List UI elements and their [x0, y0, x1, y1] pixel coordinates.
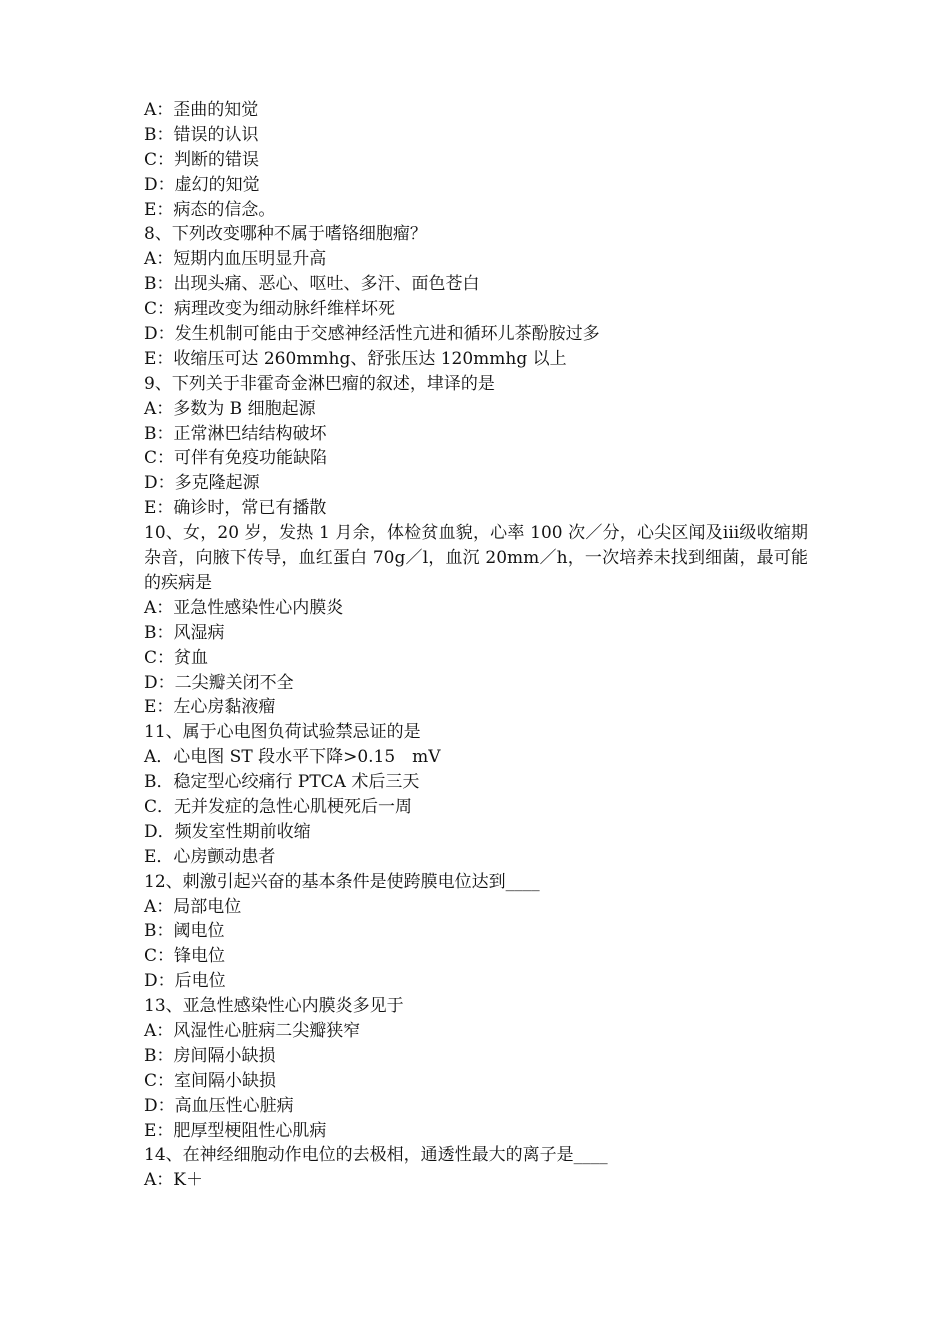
document-page: [144, 98, 808, 1193]
text-line: C：判断的错误: [144, 149, 260, 170]
text-line: A：亚急性感染性心内膜炎: [144, 597, 344, 618]
text-line: C：贫血: [144, 647, 209, 668]
text-line: E：左心房黏液瘤: [144, 697, 276, 718]
text-line: C：室间隔小缺损: [144, 1070, 277, 1091]
text-line: A：局部电位: [144, 896, 242, 917]
question-line: 9、下列关于非霍奇金淋巴瘤的叙述，垏译的是: [144, 373, 495, 394]
text-line: E：肥厚型梗阻性心肌病: [144, 1120, 327, 1141]
text-line: D：二尖瓣关闭不全: [144, 672, 294, 693]
text-line: A：歪曲的知觉: [144, 100, 259, 120]
text-line: A：K＋: [144, 1170, 203, 1191]
text-line: B：阈电位: [144, 921, 225, 942]
text-line: B：出现头痛、恶心、呕吐、多汗、面色苍白: [144, 274, 480, 295]
question-10-paragraph: 10、女，20 岁，发热 1 月余，体检贫血貌，心率 100 次／分，心尖区闻及iii级收缩期杂音，向腋下传导，血红蛋白 70g／l，血沉 20mm／h，一次培养未找到细菌，最可能的疾病是: [144, 523, 808, 593]
text-line: E：确诊时，常已有播散: [144, 498, 327, 519]
text-line: B：风湿病: [144, 622, 225, 643]
text-line: D：虚幻的知觉: [144, 174, 260, 195]
text-line: C：可伴有免疫功能缺陷: [144, 448, 328, 469]
text-line: D：后电位: [144, 971, 226, 992]
question-line: 14、在神经细胞动作电位的去极相，通透性最大的离子是____: [144, 1145, 608, 1166]
text-line: E：收缩压可达 260mmhg、舒张压达 120mmhg 以上: [144, 348, 567, 369]
text-line: E：病态的信念。: [144, 199, 276, 220]
text-line: D：高血压性心脏病: [144, 1095, 294, 1116]
text-line: C．无并发症的急性心肌梗死后一周: [144, 796, 413, 817]
text-line: B：房间隔小缺损: [144, 1045, 276, 1066]
text-line: A．心电图 ST 段水平下降>0.15 mV: [144, 747, 441, 768]
text-line: D．频发室性期前收缩: [144, 821, 311, 842]
text-line: B．稳定型心绞痛行 PTCA 术后三天: [144, 772, 420, 793]
question-line: 13、亚急性感染性心内膜炎多见于: [144, 996, 404, 1017]
text-line: B：正常淋巴结结构破坏: [144, 423, 327, 444]
text-line: A：风湿性心脏病二尖瓣狭窄: [144, 1021, 361, 1041]
text-line: B：错误的认识: [144, 124, 259, 145]
question-line: 8、下列改变哪种不属于嗜铬细胞瘤？: [144, 224, 427, 245]
text-line: A：短期内血压明显升高: [144, 249, 327, 270]
question-line: 11、属于心电图负荷试验禁忌证的是: [144, 722, 421, 743]
text-line: C：锋电位: [144, 946, 226, 967]
text-line: A：多数为 B 细胞起源: [144, 398, 316, 419]
text-line: D：多克隆起源: [144, 473, 260, 494]
text-line: E．心房颤动患者: [144, 846, 276, 867]
text-line: D：发生机制可能由于交感神经活性亢进和循环儿茶酚胺过多: [144, 324, 600, 345]
text-line: C：病理改变为细动脉纤维样坏死: [144, 299, 396, 320]
question-line: 12、刺激引起兴奋的基本条件是使跨膜电位达到____: [144, 871, 540, 892]
